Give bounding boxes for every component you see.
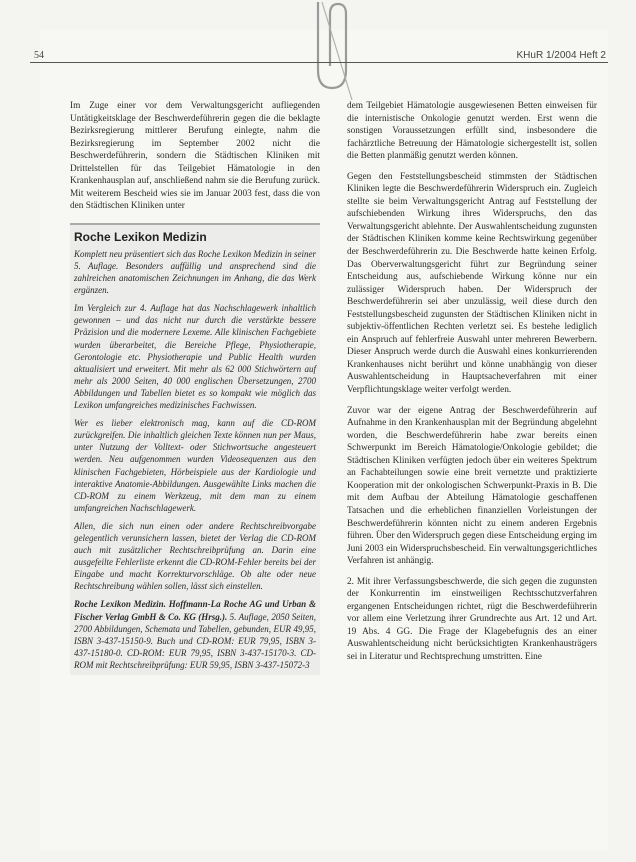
book-review-title: Roche Lexikon Medizin — [74, 229, 207, 244]
body-paragraph: Gegen den Feststellungsbescheid stimmsten der Städtischen Kliniken legte die Beschwerdeführerin Widerspruch ein. Zugleich stellte sie beim Verwaltungsgericht Antrag auf Feststellung der aufschiebenden Wirkung ihres Widerspruchs, den das Verwaltungsgericht ablehnte. Der Auswahlentscheidung zugunsten der Städtischen Kliniken komme keine Rechtswirkung gegenüber der Beschwerdeführerin zu. Die Beschwerde hatte keinen Erfolg. Das Oberverwaltungsgericht führt zur Begründung seiner Entscheidung aus, aufschiebende Wirkung könne nur ein zulässiger Widerspruch haben. Der Widerspruch der Beschwerdeführerin sei aber unzulässig, weil diese durch den Feststellungsbescheid zugunsten der Städtischen Kliniken nicht in subjektiv-öffentlichen Rechten verletzt sei. Es bestehe lediglich ein Anspruch auf fehlerfreie Auswahl unter mehreren Bewerbern. Dieser Anspruch werde durch die Auswahl eines konkurrierenden Krankenhauses nicht berührt und könne unabhängig von dieser Auswahlentscheidung in Hauptsacheverfahren mit einer Verpflichtungsklage weiter verfolgt werden. — [347, 171, 597, 396]
review-paragraph: Allen, die sich nun einen oder andere Rechtschreibvorgabe gelegentlich verunsichern lassen, bietet der Verlag die CD-ROM auch mit zusätzlicher Rechtschreibprüfung an. Darin eine ausgefeilte Fehlerliste erkennt die CD-ROM-Fehler bereits bei der Eingabe und macht Korrekturvorschläge. Ob alte oder neue Rechtschreibung wählen sollen, lässt sich einstellen. — [74, 520, 316, 592]
body-paragraph: Zuvor war der eigene Antrag der Beschwerdeführerin auf Aufnahme in den Krankenhausplan mit der Begründung abgelehnt worden, die Beschwerdeführerin habe zwar bereits einen Schwerpunkt im Bereich Hämatologie/Onkologie gebildet; die Städtischen Kliniken verfügten jedoch über ein weiteres Spektrum an Fachabteilungen sowie eine breit vernetzte und praktizierte Kooperation mit der onkologischen Schwerpunkt-Praxis in B. Die mit dem Aufbau der Abteilung Hämatologie geschaffenen Tatsachen und die erheblichen finanziellen Vorleistungen der Beschwerdeführerin könnten nicht zu einem anderen Ergebnis führen. Über den Widerspruch gegen diese Entscheidung erging im Juni 2003 ein Widerspruchsbescheid. Ein verwaltungsgerichtliches Verfahren ist anhängig. — [347, 405, 597, 567]
body-paragraph: dem Teilgebiet Hämatologie ausgewiesenen Betten einweisen für die internistische Onkologie genutzt werden. Erst wenn die sonstigen Voraussetzungen erfüllt sind, insbesondere die fachärztliche Betreuung der Hämatologie sichergestellt ist, sollen die Betten planmäßig genutzt werden können. — [347, 101, 597, 162]
book-reference — [74, 598, 316, 671]
review-paragraph: Im Vergleich zur 4. Auflage hat das Nachschlagewerk inhaltlich gewonnen – und das nicht nur durch die verstärkte bessere Präzision und die modernere Lexeme. Alle klinischen Fachgebiete wurden überarbeitet, die Bereiche Pflege, Physiotherapie, Gerontologie etc. Physiotherapie und Public Health wurden aktualisiert und erweitert. Mit mehr als 62 000 Stichwörtern auf mehr als 2000 Seiten, 40 000 englischen Übersetzungen, 2700 Abbildungen und Tabellen bietet es so kompakt wie möglich das Lexikon umfangreiches medizinisches Fachwissen. — [74, 303, 316, 411]
header-rule — [30, 62, 608, 63]
paper-clip-icon — [300, 0, 360, 110]
book-reference-details: 5. Auflage, 2050 Seiten, 2700 Abbildungen, Schemata und Tabellen, gebunden, EUR 49,95, ISBN 3-437-15150-9. Buch und CD-ROM: EUR 79,95, ISBN 3-437-15180-0. CD-ROM: EUR 79,95, ISBN 3-437-15170-3. CD-ROM mit Rechtschreibprüfung: EUR 59,95, ISBN 3-437-15072-3 — [74, 611, 316, 670]
left-column — [70, 100, 320, 675]
body-paragraph: 2. Mit ihrer Verfassungsbeschwerde, die sich gegen die zugunsten der Konkurrentin im einstweiligen Rechtsschutzverfahren ergangenen Entscheidungen richtet, rügt die Beschwerdeführerin vor allem eine Verletzung ihrer Grundrechte aus Art. 12 und Art. 19 Abs. 4 GG. Die Frage der Klagebefugnis des an einer Auswahlentscheidung nicht berücksichtigten Krankenhausträgers sei in Literatur und Rechtsprechung umstritten. Eine — [347, 576, 597, 662]
review-paragraph: Komplett neu präsentiert sich das Roche Lexikon Medizin in seiner 5. Auflage. Besonders auffällig und ansprechend sind die zahlreichen anatomischen Zeichnungen im Anhang, die das Werk ergänzen. — [74, 248, 316, 296]
book-review-box — [70, 223, 320, 675]
book-reference-title: Roche Lexikon Medizin. Hoffmann-La Roche AG und Urban & Fischer Verlag GmbH & Co. KG (Hrsg.). — [74, 599, 316, 622]
running-head: KHuR 1/2004 Heft 2 — [516, 50, 606, 61]
intro-paragraph: Im Zuge einer vor dem Verwaltungsgericht aufliegenden Untätigkeitsklage der Beschwerdeführerin gegen die die beklagte Bezirksregierung mittlerer Berufung einlegte, nahm die Bezirksregierung im September 2002 nicht die Beschwerdeführerin, sondern die Städtischen Kliniken mit Drittelstellen für das Teilgebiet Hämatologie in den Krankenhausplan auf, anschließend nahm sie die Berufung zurück. Mit weiterem Bescheid wies sie im Januar 2003 fest, dass die von den Städtischen Kliniken unter — [70, 101, 320, 212]
page-number: 54 — [34, 50, 44, 61]
review-paragraph: Wer es lieber elektronisch mag, kann auf die CD-ROM zurückgreifen. Die inhaltlich gleichen Texte können nun per Maus, unter Nutzung der Volltext- oder Stichwortsuche angesteuert werden. Neu aufgenommen wurden Videosequenzen aus den klinischen Fachgebieten, Hörbeispiele aus der Kardiologie und interaktive Anatomie-Abbildungen. Ausgewählte Links machen die CD-ROM zu einem Werkzeug, mit dem man zu einem umfangreichen Nachschlagewerk. — [74, 418, 316, 513]
right-column — [347, 100, 597, 672]
